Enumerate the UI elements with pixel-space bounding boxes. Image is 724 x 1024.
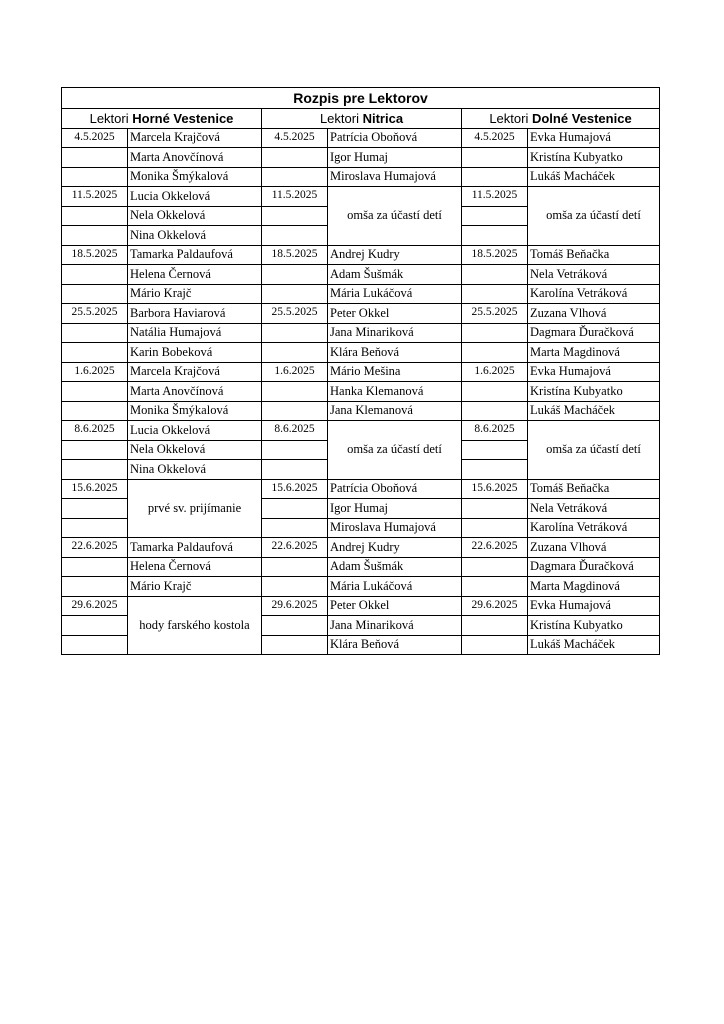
date-cell (462, 616, 528, 636)
lector-name: Miroslava Humajová (328, 518, 462, 538)
lector-name: Jana Minariková (328, 323, 462, 343)
lector-name: Natália Humajová (128, 323, 262, 343)
table-row (62, 148, 660, 168)
lector-name: Tamarka Paldaufová (128, 245, 262, 265)
group-header-nitrica (262, 109, 462, 129)
table-row (62, 284, 660, 304)
table-row (62, 187, 660, 207)
date-cell (262, 284, 328, 304)
lector-name: Klára Beňová (328, 635, 462, 655)
lector-name: Kristína Kubyatko (528, 382, 660, 402)
lector-name: Tamarka Paldaufová (128, 538, 262, 558)
date-cell (62, 557, 128, 577)
note-cell: hody farského kostola (128, 596, 262, 655)
date-cell (462, 343, 528, 363)
date-cell: 8.6.2025 (62, 421, 128, 441)
date-cell (462, 382, 528, 402)
group-place: Dolné Vestenice (531, 110, 632, 126)
date-cell: 25.5.2025 (462, 304, 528, 324)
lector-name: Karin Bobeková (128, 343, 262, 363)
lector-name: Peter Okkel (328, 596, 462, 616)
date-cell (462, 440, 528, 460)
lector-name: Tomáš Beňačka (528, 245, 660, 265)
date-cell: 11.5.2025 (262, 187, 328, 207)
date-cell: 25.5.2025 (262, 304, 328, 324)
lector-name: Nela Okkelová (128, 440, 262, 460)
lector-name: Tomáš Beňačka (528, 479, 660, 499)
lector-name: Nela Vetráková (528, 499, 660, 519)
lector-name: Lucia Okkelová (128, 187, 262, 207)
date-cell (462, 635, 528, 655)
group-place: Horné Vestenice (132, 110, 234, 126)
date-cell: 15.6.2025 (62, 479, 128, 499)
lector-name: Jana Minariková (328, 616, 462, 636)
lector-name: Adam Šušmák (328, 265, 462, 285)
table-row (62, 265, 660, 285)
date-cell (262, 460, 328, 480)
date-cell: 22.6.2025 (262, 538, 328, 558)
lector-name: Barbora Haviarová (128, 304, 262, 324)
note-cell: omša za účastí detí (528, 187, 660, 246)
lector-name: Hanka Klemanová (328, 382, 462, 402)
date-cell (262, 635, 328, 655)
date-cell: 15.6.2025 (262, 479, 328, 499)
table-row (62, 343, 660, 363)
lector-name: Igor Humaj (328, 148, 462, 168)
date-cell (462, 284, 528, 304)
date-cell (62, 460, 128, 480)
date-cell: 4.5.2025 (62, 128, 128, 148)
date-cell (462, 577, 528, 597)
lector-name: Monika Šmýkalová (128, 167, 262, 187)
lector-name: Evka Humajová (528, 596, 660, 616)
note-cell: prvé sv. prijímanie (128, 479, 262, 538)
table-row (62, 401, 660, 421)
date-cell: 22.6.2025 (62, 538, 128, 558)
date-cell (62, 616, 128, 636)
lector-name: Mário Mešina (328, 362, 462, 382)
date-cell (262, 206, 328, 226)
date-cell (62, 577, 128, 597)
table-row (62, 167, 660, 187)
lector-name: Mária Lukáčová (328, 577, 462, 597)
lector-name: Helena Černová (128, 557, 262, 577)
date-cell: 1.6.2025 (262, 362, 328, 382)
date-cell: 1.6.2025 (462, 362, 528, 382)
note-cell: omša za účastí detí (328, 421, 462, 480)
lector-name: Peter Okkel (328, 304, 462, 324)
date-cell (262, 440, 328, 460)
lector-name: Nela Vetráková (528, 265, 660, 285)
group-place: Nitrica (362, 110, 404, 126)
date-cell (262, 616, 328, 636)
lector-name: Evka Humajová (528, 128, 660, 148)
group-prefix: Lektori (489, 110, 529, 126)
date-cell: 29.6.2025 (62, 596, 128, 616)
lector-name: Dagmara Ďuračková (528, 323, 660, 343)
lector-name: Marta Magdinová (528, 577, 660, 597)
date-cell: 25.5.2025 (62, 304, 128, 324)
lector-name: Igor Humaj (328, 499, 462, 519)
date-cell (462, 167, 528, 187)
date-cell (462, 226, 528, 246)
date-cell (262, 577, 328, 597)
group-header-row (62, 109, 660, 129)
table-row (62, 577, 660, 597)
group-header-horne-vestenice (62, 109, 262, 129)
lector-name: Zuzana Vlhová (528, 538, 660, 558)
date-cell (262, 265, 328, 285)
date-cell (62, 518, 128, 538)
lector-name: Patrícia Oboňová (328, 128, 462, 148)
table-row (62, 323, 660, 343)
date-cell (462, 557, 528, 577)
lector-name: Nina Okkelová (128, 460, 262, 480)
lector-name: Patrícia Oboňová (328, 479, 462, 499)
date-cell: 29.6.2025 (262, 596, 328, 616)
lector-name: Monika Šmýkalová (128, 401, 262, 421)
date-cell (262, 499, 328, 519)
lector-name: Karolína Vetráková (528, 284, 660, 304)
date-cell: 11.5.2025 (462, 187, 528, 207)
table-row (62, 304, 660, 324)
date-cell: 11.5.2025 (62, 187, 128, 207)
date-cell (262, 226, 328, 246)
lector-name: Mária Lukáčová (328, 284, 462, 304)
table-row (62, 538, 660, 558)
date-cell: 15.6.2025 (462, 479, 528, 499)
date-cell (62, 343, 128, 363)
lector-name: Lukáš Macháček (528, 167, 660, 187)
page-title: Rozpis pre Lektorov (62, 88, 660, 109)
lector-name: Karolína Vetráková (528, 518, 660, 538)
table-row (62, 362, 660, 382)
date-cell: 18.5.2025 (62, 245, 128, 265)
lector-name: Marcela Krajčová (128, 362, 262, 382)
date-cell (62, 440, 128, 460)
date-cell (462, 265, 528, 285)
date-cell (262, 343, 328, 363)
table-row (62, 382, 660, 402)
date-cell (462, 148, 528, 168)
lector-name: Adam Šušmák (328, 557, 462, 577)
lector-name: Andrej Kudry (328, 538, 462, 558)
date-cell (62, 499, 128, 519)
lector-name: Marcela Krajčová (128, 128, 262, 148)
lector-name: Kristína Kubyatko (528, 148, 660, 168)
date-cell (62, 265, 128, 285)
table-row (62, 128, 660, 148)
date-cell (262, 382, 328, 402)
table-row (62, 479, 660, 499)
lector-name: Nela Okkelová (128, 206, 262, 226)
table-row (62, 596, 660, 616)
date-cell (462, 499, 528, 519)
date-cell (62, 401, 128, 421)
lector-name: Klára Beňová (328, 343, 462, 363)
table-row (62, 557, 660, 577)
date-cell (62, 167, 128, 187)
lector-name: Mário Krajč (128, 577, 262, 597)
group-prefix: Lektori (319, 110, 359, 126)
lector-name: Lukáš Macháček (528, 635, 660, 655)
date-cell: 29.6.2025 (462, 596, 528, 616)
date-cell: 18.5.2025 (262, 245, 328, 265)
date-cell (62, 226, 128, 246)
date-cell (262, 518, 328, 538)
lector-name: Miroslava Humajová (328, 167, 462, 187)
title-row (62, 88, 660, 109)
date-cell: 18.5.2025 (462, 245, 528, 265)
date-cell (62, 635, 128, 655)
date-cell: 1.6.2025 (62, 362, 128, 382)
lector-name: Marta Magdinová (528, 343, 660, 363)
lector-name: Marta Anovčínová (128, 148, 262, 168)
date-cell (462, 460, 528, 480)
date-cell (62, 323, 128, 343)
date-cell (462, 206, 528, 226)
lector-name: Zuzana Vlhová (528, 304, 660, 324)
lector-name: Mário Krajč (128, 284, 262, 304)
date-cell: 8.6.2025 (262, 421, 328, 441)
table-row (62, 245, 660, 265)
lector-name: Dagmara Ďuračková (528, 557, 660, 577)
date-cell: 4.5.2025 (262, 128, 328, 148)
group-prefix: Lektori (89, 110, 129, 126)
schedule-table (61, 87, 660, 655)
date-cell: 22.6.2025 (462, 538, 528, 558)
date-cell (462, 323, 528, 343)
lector-name: Nina Okkelová (128, 226, 262, 246)
date-cell: 8.6.2025 (462, 421, 528, 441)
lector-name: Evka Humajová (528, 362, 660, 382)
note-cell: omša za účastí detí (528, 421, 660, 480)
lector-name: Marta Anovčínová (128, 382, 262, 402)
lector-name: Lucia Okkelová (128, 421, 262, 441)
date-cell (262, 557, 328, 577)
date-cell (62, 382, 128, 402)
date-cell (462, 401, 528, 421)
lector-name: Lukáš Macháček (528, 401, 660, 421)
date-cell (62, 206, 128, 226)
note-cell: omša za účastí detí (328, 187, 462, 246)
date-cell (262, 323, 328, 343)
lector-name: Jana Klemanová (328, 401, 462, 421)
date-cell (62, 284, 128, 304)
lector-name: Kristína Kubyatko (528, 616, 660, 636)
schedule-body (62, 128, 660, 655)
table-row (62, 421, 660, 441)
lector-name: Andrej Kudry (328, 245, 462, 265)
date-cell: 4.5.2025 (462, 128, 528, 148)
date-cell (262, 167, 328, 187)
date-cell (262, 148, 328, 168)
lector-name: Helena Černová (128, 265, 262, 285)
group-header-dolne-vestenice (462, 109, 660, 129)
date-cell (62, 148, 128, 168)
date-cell (462, 518, 528, 538)
date-cell (262, 401, 328, 421)
